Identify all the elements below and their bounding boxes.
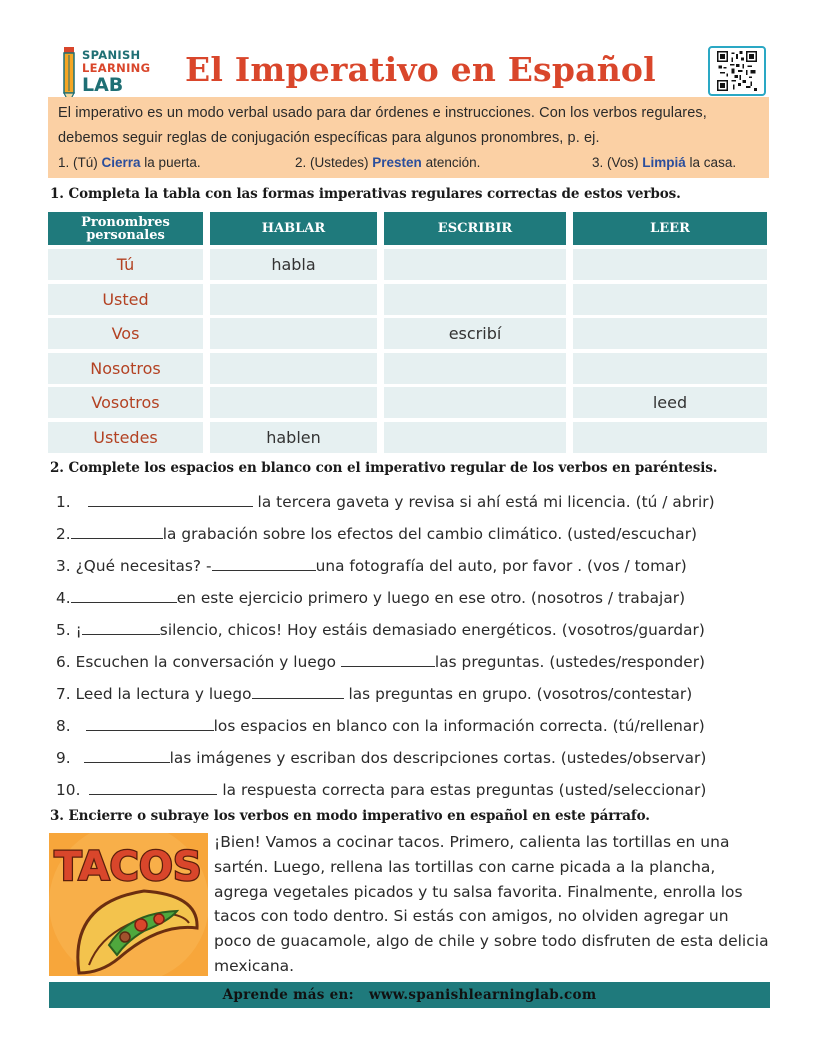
header-hablar: HABLAR: [210, 212, 377, 245]
cell-leer[interactable]: [573, 318, 767, 349]
table-header: [48, 212, 768, 246]
cell-hablar[interactable]: [210, 353, 377, 384]
tacos-illustration: [49, 833, 208, 976]
cell-leer[interactable]: [573, 422, 767, 453]
answer-blank[interactable]: [89, 780, 217, 795]
logo: [58, 45, 168, 105]
pencil-icon: [62, 47, 76, 103]
answer-blank[interactable]: [212, 556, 316, 571]
header-leer: LEER: [573, 212, 767, 245]
cell-escribir[interactable]: [384, 284, 566, 315]
examples-row: [58, 150, 759, 172]
intro-text: El imperativo es un modo verbal usado para dar órdenes e instrucciones. Con los verbos regulares, debemos seguir reglas de conjugación específicas para algunos pronombres, p. ej.: [58, 105, 707, 146]
cell-hablar[interactable]: [210, 284, 377, 315]
cell-escribir[interactable]: [384, 422, 566, 453]
logo-line1: SPANISH: [82, 48, 141, 62]
example-2: 2. (Ustedes) Presten atención.: [295, 155, 481, 170]
list-item: 8. los espacios en blanco con la información correcta. (tú/rellenar): [56, 717, 705, 735]
list-item: 3. ¿Qué necesitas? - una fotografía del auto, por favor . (vos / tomar): [56, 557, 687, 575]
cell-pronoun: Tú: [48, 249, 203, 280]
cell-hablar[interactable]: hablen: [210, 422, 377, 453]
conjugation-table: [48, 212, 768, 447]
cell-pronoun: Vosotros: [48, 387, 203, 418]
list-item: 1. la tercera gaveta y revisa si ahí está mi licencia. (tú / abrir): [56, 493, 715, 511]
answer-blank[interactable]: [84, 748, 170, 763]
list-item: 7. Leed la lectura y luego las preguntas en grupo. (vosotros/contestar): [56, 685, 693, 703]
answer-blank[interactable]: [252, 684, 344, 699]
page-title: El Imperativo en Español: [185, 50, 656, 89]
table-row: [48, 353, 768, 384]
header-pronombres: Pronombres personales: [48, 212, 203, 245]
list-item: 9. las imágenes y escriban dos descripciones cortas. (ustedes/observar): [56, 749, 707, 767]
cell-pronoun: Ustedes: [48, 422, 203, 453]
table-row: [48, 422, 768, 453]
cell-pronoun: Nosotros: [48, 353, 203, 384]
header-escribir: ESCRIBIR: [384, 212, 566, 245]
cell-escribir[interactable]: [384, 387, 566, 418]
cell-hablar[interactable]: [210, 387, 377, 418]
logo-line3: LAB: [82, 74, 124, 96]
table-row: [48, 387, 768, 418]
example-3: 3. (Vos) Limpiá la casa.: [592, 155, 737, 170]
qr-code-icon[interactable]: [708, 46, 766, 96]
list-item: 5. ¡ silencio, chicos! Hoy estáis demasiado energéticos. (vosotros/guardar): [56, 621, 705, 639]
cell-escribir[interactable]: [384, 353, 566, 384]
cell-hablar[interactable]: [210, 318, 377, 349]
cell-escribir[interactable]: [384, 249, 566, 280]
answer-blank[interactable]: [86, 716, 214, 731]
list-item: 6. Escuchen la conversación y luego las preguntas. (ustedes/responder): [56, 653, 706, 671]
list-item: 2. la grabación sobre los efectos del cambio climático. (usted/escuchar): [56, 525, 698, 543]
section2-title: 2. Complete los espacios en blanco con el imperativo regular de los verbos en paréntesis.: [50, 460, 718, 476]
logo-line2: LEARNING: [82, 61, 151, 75]
cell-leer[interactable]: [573, 353, 767, 384]
answer-blank[interactable]: [71, 524, 163, 539]
section3-title: 3. Encierre o subraye los verbos en modo imperativo en español en este párrafo.: [50, 808, 650, 824]
answer-blank[interactable]: [341, 652, 435, 667]
answer-blank[interactable]: [71, 588, 177, 603]
example-1: 1. (Tú) Cierra la puerta.: [58, 155, 201, 170]
answer-blank[interactable]: [82, 620, 160, 635]
cell-pronoun: Vos: [48, 318, 203, 349]
section1-title: 1. Completa la tabla con las formas imperativas regulares correctas de estos verbos.: [50, 186, 681, 202]
footer-link[interactable]: www.spanishlearninglab.com: [368, 987, 597, 1003]
cell-hablar[interactable]: habla: [210, 249, 377, 280]
cell-escribir[interactable]: escribí: [384, 318, 566, 349]
cell-leer[interactable]: [573, 249, 767, 280]
intro-box: [48, 97, 769, 178]
paragraph: ¡Bien! Vamos a cocinar tacos. Primero, calienta las tortillas en una sartén. Luego, rellena las tortillas con carne picada a la plancha, agrega vegetales picados y tu salsa favorita. Finalmente, enrolla los tacos con todo dentro. Si estás con amigos, no olviden agregar un poco de guacamole, algo de chile y sobre todo disfruten de esta delicia mexicana.: [214, 833, 769, 975]
tacos-label: TACOS: [54, 844, 202, 890]
table-row: [48, 284, 768, 315]
table-row: [48, 249, 768, 280]
list-item: 4. en este ejercicio primero y luego en ese otro. (nosotros / trabajar): [56, 589, 686, 607]
cell-pronoun: Usted: [48, 284, 203, 315]
footer-label: Aprende más en:: [222, 987, 354, 1003]
footer-bar: [49, 982, 770, 1008]
list-item: 10. la respuesta correcta para estas preguntas (usted/seleccionar): [56, 781, 707, 799]
cell-leer[interactable]: [573, 284, 767, 315]
table-row: [48, 318, 768, 349]
answer-blank[interactable]: [88, 492, 253, 507]
cell-leer[interactable]: leed: [573, 387, 767, 418]
